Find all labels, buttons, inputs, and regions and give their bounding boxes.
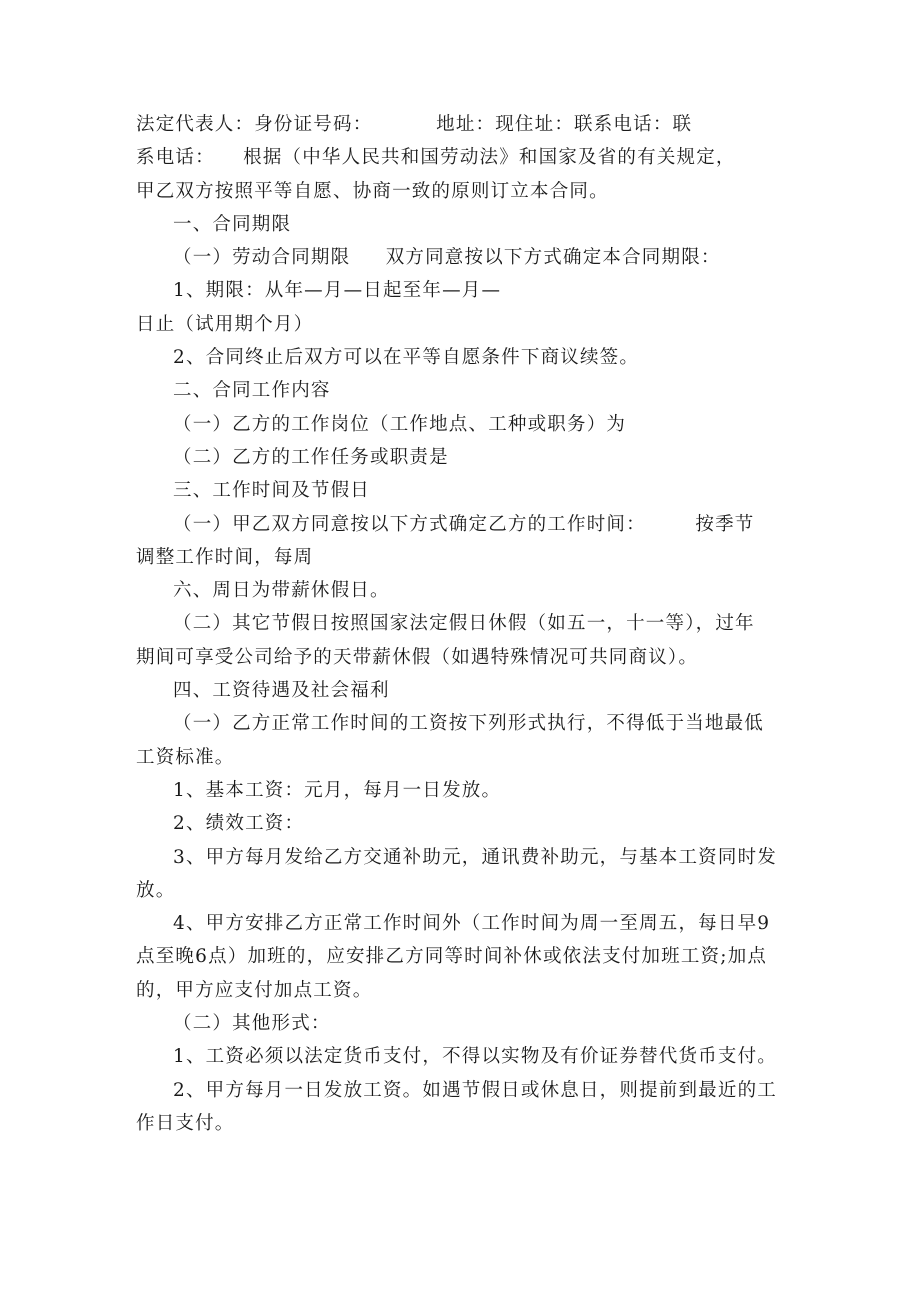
document-line: （二）其他形式： [173, 1013, 331, 1035]
document-line: 2、合同终止后双方可以在平等自愿条件下商议续签。 [173, 347, 640, 369]
document-body [136, 108, 816, 1140]
document-line: 工资标准。 [136, 746, 235, 768]
document-line: 六、周日为带薪休假日。 [173, 580, 390, 602]
document-line: 二、合同工作内容 [173, 380, 331, 402]
document-line: （一）乙方正常工作时间的工资按下列形式执行，不得低于当地最低 [173, 713, 765, 735]
document-line: 三、工作时间及节假日 [173, 480, 371, 502]
document-line: 作日支付。 [136, 1112, 235, 1134]
document-line: 的，甲方应支付加点工资。 [136, 979, 373, 1001]
document-line: （一）劳动合同期限 双方同意按以下方式确定本合同期限： [173, 247, 721, 269]
document-line: 一、合同期限 [173, 213, 292, 235]
document-line: 点至晚6点）加班的，应安排乙方同等时间补休或依法支付加班工资;加点 [136, 946, 768, 968]
document-line: 1、工资必须以法定货币支付，不得以实物及有价证券替代货币支付。 [173, 1046, 777, 1068]
document-line: 4、甲方安排乙方正常工作时间外（工作时间为周一至周五，每日早9 [173, 913, 771, 935]
document-line: 法定代表人：身份证号码： 地址：现住址：联系电话：联 [136, 114, 693, 135]
document-line: 期间可享受公司给予的天带薪休假（如遇特殊情况可共同商议）。 [136, 646, 699, 668]
document-line: （一）乙方的工作岗位（工作地点、工种或职务）为 [173, 413, 627, 435]
document-line: 甲乙双方按照平等自愿、协商一致的原则订立本合同。 [136, 180, 609, 202]
document-line: 日止（试用期个月） [136, 313, 314, 335]
document-line: 1、基本工资：元月，每月一日发放。 [173, 779, 502, 801]
document-line: （一）甲乙双方同意按以下方式确定乙方的工作时间： 按季节 [173, 513, 755, 535]
document-line: 2、甲方每月一日发放工资。如遇节假日或休息日，则提前到最近的工 [173, 1079, 777, 1101]
document-line: 3、甲方每月发给乙方交通补助元，通讯费补助元，与基本工资同时发 [173, 846, 777, 868]
document-line: 调整工作时间，每周 [136, 546, 314, 568]
document-line: 2、绩效工资： [173, 813, 305, 835]
document-line: 系电话： 根据（中华人民共和国劳动法》和国家及省的有关规定， [136, 147, 736, 169]
document-line: 四、工资待遇及社会福利 [173, 680, 390, 702]
document-line: 放。 [136, 879, 176, 901]
document-line: （二）其它节假日按照国家法定假日休假（如五一，十一等），过年 [173, 613, 755, 635]
document-line: （二）乙方的工作任务或职责是 [173, 446, 449, 468]
document-line: 1、期限：从年—月—日起至年—月— [173, 280, 502, 302]
